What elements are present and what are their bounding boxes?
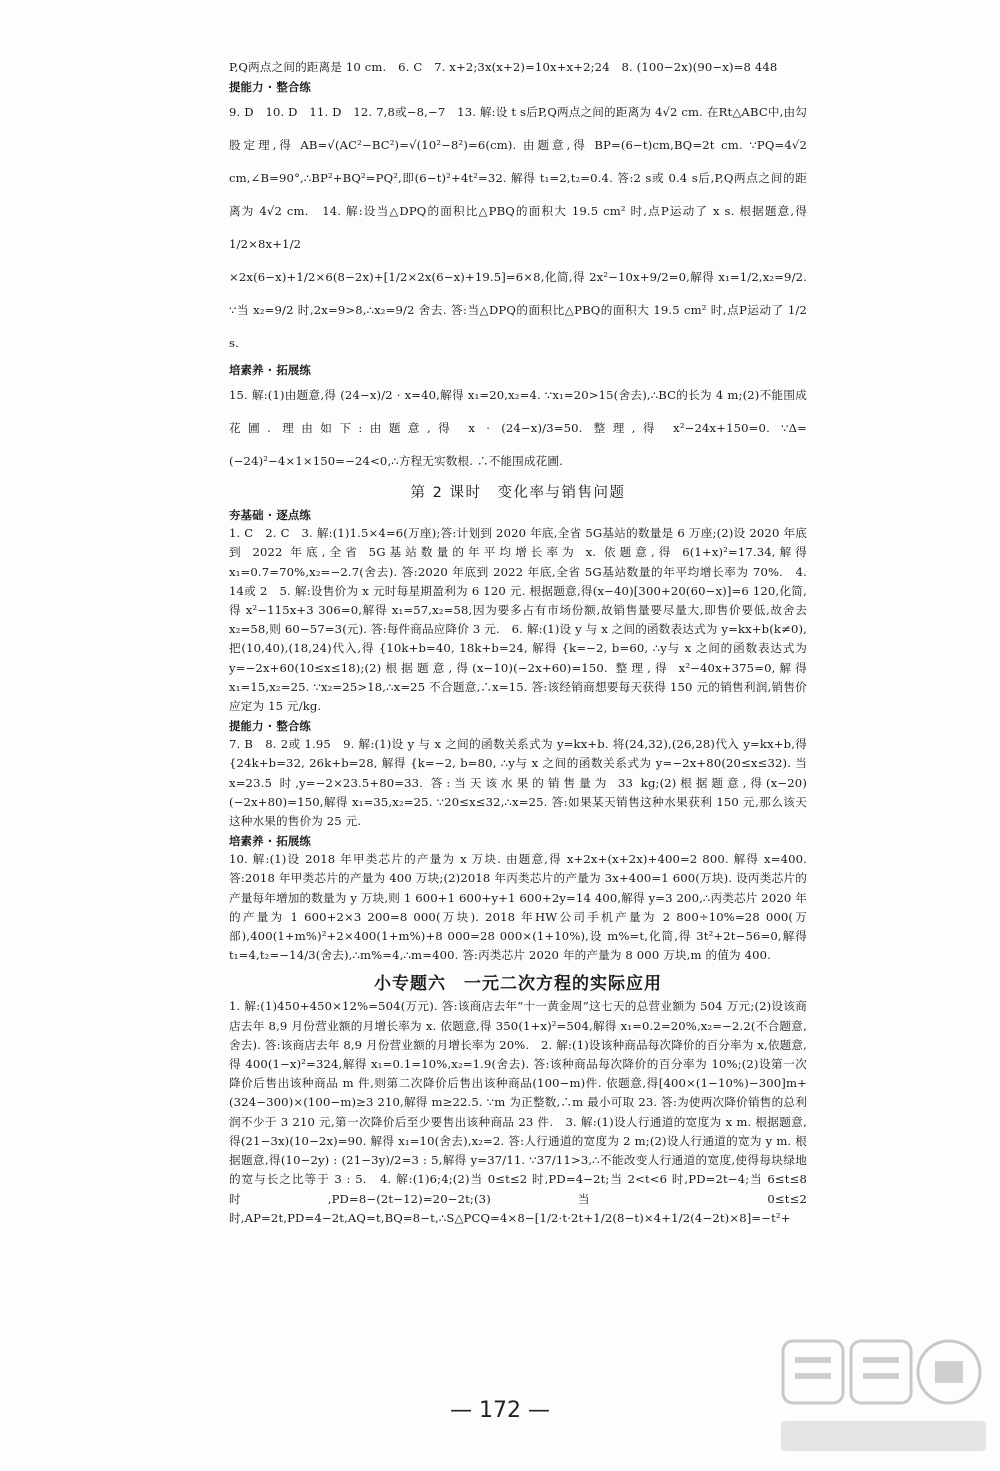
- answer-paragraph: 7. B 8. 2或 1.95 9. 解:(1)设 y 与 x 之间的函数关系式为 y=kx+b. 将(24,32),(26,28)代入 y=kx+b,得 {24k+b=32, 26k+b=28, 解得 {k=−2, b=80, ∴y与 x 之间的函数关系式为 y=−2x+80(20≤x≤32). 当 x=23.5 时,y=−2×23.5+80=33. 答:当天该水果的销售量为 33 kg;(2)根据题意,得(x−20)(−2x+80)=150,解得 x₁=35,x₂=25. ∵20≤x≤32,∴x=25. 答:如果某天销售这种水果获利 150 元,那么该天这种水果的售价为 25 元.: [229, 737, 807, 829]
- answer-paragraph: 10. 解:(1)设 2018 年甲类芯片的产量为 x 万块. 由题意,得 x+2x+(x+2x)+400=2 800. 解得 x=400. 答:2018 年甲类芯片的产量为 400 万块;(2)2018 年丙类芯片的产量为 3x+400=1 600(万块). 设丙类芯片的产量每年增加的数量为 y 万块,则 1 600+1 600+y+1 600+2y=14 400,解得 y=3 200,∴丙类芯片 2020 年的产量为 1 600+2×3 200=8 000(万块). 2018 年HW公司手机产量为 2 800÷10%=28 000(万部),400(1+m%)²+2×400(1+m%)+8 000=28 000×(1+10%),设 m%=t,化简,得 3t²+2t−56=0,解得 t₁=4,t₂=−14/3(舍去),∴m%=4,∴m=400. 答:丙类芯片 2020 年的产量为 8 000 万块,m 的值为 400.: [229, 852, 807, 963]
- answer-line: P,Q两点之间的距离是 10 cm. 6. C 7. x+2;3x(x+2)=10x+x+2;24 8. (100−2x)(90−x)=8 448: [229, 60, 778, 74]
- answer-paragraph: 1. C 2. C 3. 解:(1)1.5×4=6(万座);答:计划到 2020 年底,全省 5G基站的数量是 6 万座;(2)设 2020 年底到 2022 年底,全省 5G基站数量的年平均增长率为 x. 依题意,得 6(1+x)²=17.34,解得 x₁=0.7=70%,x₂=−2.7(舍去). 答:2020 年底到 2022 年底,全省 5G基站数量的年平均增长率为 70%. 4. 14或 2 5. 解:设售价为 x 元时每星期盈利为 6 120 元. 根据题意,得(x−40)[300+20(60−x)]=6 120,化简,得 x²−115x+3 306=0,解得 x₁=57,x₂=58,因为要多占有市场份额,故销售量要尽量大,即售价要低,故舍去 x₂=58,则 60−57=3(元). 答:每件商品应降价 3 元. 6. 解:(1)设 y 与 x 之间的函数表达式为 y=kx+b(k≠0),把(10,40),(18,24)代入,得 {10k+b=40, 18k+b=24, 解得 {k=−2, b=60, ∴y与 x 之间的函数表达式为 y=−2x+60(10≤x≤18);(2)根据题意,得(x−10)(−2x+60)=150. 整理,得 x²−40x+375=0,解得 x₁=15,x₂=25. ∵x₂=25>18,∴x=25 不合题意,∴x=15. 答:该经销商想要每天获得 150 元的销售利润,销售价应定为 15 元/kg.: [229, 526, 807, 714]
- answer-paragraph: 1. 解:(1)450+450×12%=504(万元). 答:该商店去年“十一黄金周”这七天的总营业额为 504 万元;(2)设该商店去年 8,9 月份营业额的月增长率为 x. 依题意,得 350(1+x)²=504,解得 x₁=0.2=20%,x₂=−2.2(不合题意,舍去). 答:该商店去年 8,9 月份营业额的月增长率为 20%. 2. 解:(1)设该种商品每次降价的百分率为 x,依题意,得 400(1−x)²=324,解得 x₁=0.1=10%,x₂=1.9(舍去). 答:该种商品每次降价的百分率为 10%;(2)设第一次降价后售出该种商品 m 件,则第二次降价后售出该种商品(100−m)件. 依题意,得[400×(1−10%)−300]m+(324−300)×(100−m)≥3 210,解得 m≥22.5. ∵m 为正整数,∴m 最小可取 23. 答:为使两次降价销售的总利润不少于 3 210 元,第一次降价后至少要售出该种商品 23 件. 3. 解:(1)设人行通道的宽度为 x m. 根据题意,得(21−3x)(10−2x)=90. 解得 x₁=10(舍去),x₂=2. 答:人行通道的宽度为 2 m;(2)设人行通道的宽为 y m. 根据题意,得(10−2y) : (21−3y)/2=3 : 5,解得 y=37/11. ∵37/11>3,∴不能改变人行通道的宽度,使得每块绿地的宽与长之比等于 3 : 5. 4. 解:(1)6;4;(2)当 0≤t≤2 时,PD=4−2t;当 2<t<6 时,PD=2t−4;当 6≤t≤8 时,PD=8−(2t−12)=20−2t;(3)当 0≤t≤2 时,AP=2t,PD=4−2t,AQ=t,BQ=8−t,∴S△PCQ=4×8−[1/2·t·2t+1/2(8−t)×4+1/2(4−2t)×8]=−t²+: [229, 999, 807, 1225]
- answer-paragraph: ×2x(6−x)+1/2×6(8−2x)+[1/2×2x(6−x)+19.5]=6×8,化简,得 2x²−10x+9/2=0,解得 x₁=1/2,x₂=9/2. ∵当 x₂=9/2 时,2x=9>8,∴x₂=9/2 舍去. 答:当△DPQ的面积比△PBQ的面积大 19.5 cm² 时,点P运动了 1/2 s.: [229, 270, 807, 351]
- answer-column: [229, 58, 807, 1228]
- topic-title: 小专题六 一元二次方程的实际应用: [374, 974, 662, 995]
- section-heading: 夯基础 · 逐点练: [229, 508, 311, 523]
- section-heading: 提能力 · 整合练: [229, 719, 311, 734]
- page-number: — 172 —: [450, 1398, 550, 1423]
- section-heading: 培素养 · 拓展练: [229, 834, 311, 849]
- answer-paragraph: 9. D 10. D 11. D 12. 7,8或−8,−7 13. 解:设 t s后P,Q两点之间的距离为 4√2 cm. 在Rt△ABC中,由勾股定理,得 AB=√(AC²−BC²)=√(10²−8²)=6(cm). 由题意,得 BP=(6−t)cm,BQ=2t cm. ∵PQ=4√2 cm,∠B=90°,∴BP²+BQ²=PQ²,即(6−t)²+4t²=32. 解得 t₁=2,t₂=0.4. 答:2 s或 0.4 s后,P,Q两点之间的距离为 4√2 cm. 14. 解:设当△DPQ的面积比△PBQ的面积大 19.5 cm² 时,点P运动了 x s. 根据题意,得 1/2×8x+1/2: [229, 105, 807, 252]
- watermark-logo: [777, 1333, 992, 1463]
- lesson-title: 第 2 课时 变化率与销售问题: [410, 485, 626, 502]
- section-heading: 培素养 · 拓展练: [229, 363, 311, 378]
- section-heading: 提能力 · 整合练: [229, 80, 311, 95]
- answer-paragraph: 15. 解:(1)由题意,得 (24−x)/2 · x=40,解得 x₁=20,x₂=4. ∵x₁=20>15(舍去),∴BC的长为 4 m;(2)不能围成花圃. 理由如下:由题意,得 x · (24−x)/3=50. 整理,得 x²−24x+150=0. ∵Δ=(−24)²−4×1×150=−24<0,∴方程无实数根. ∴不能围成花圃.: [229, 388, 807, 469]
